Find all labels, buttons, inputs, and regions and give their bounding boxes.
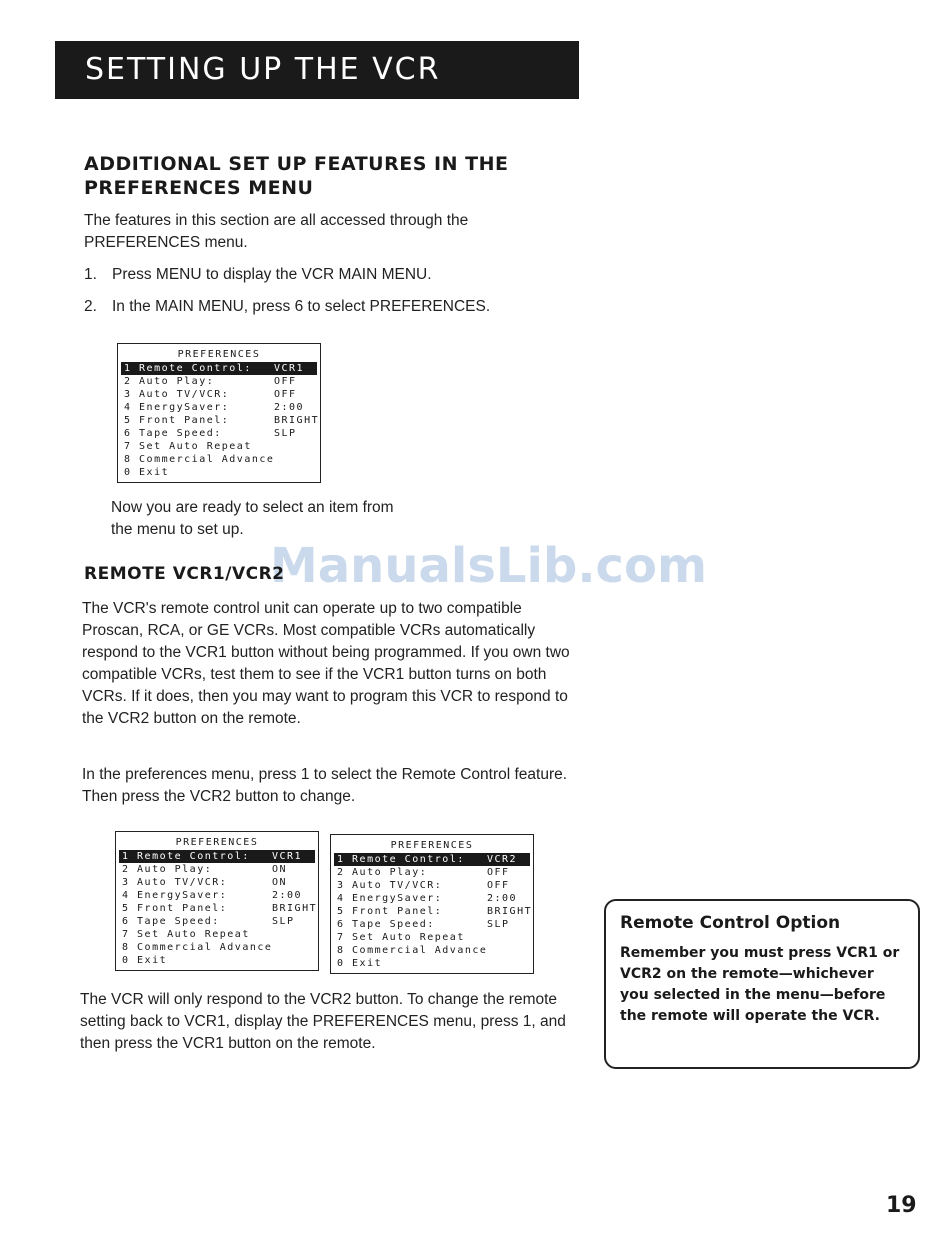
menu-row — [331, 931, 533, 944]
menu-row-selected — [121, 362, 317, 375]
menu-row-selected — [334, 853, 530, 866]
menu-item-value: OFF — [487, 880, 510, 891]
menu-item-label: 0 Exit — [337, 958, 383, 969]
menu-row — [331, 944, 533, 957]
menu-item-value: 2:00 — [272, 890, 303, 901]
intro-paragraph: The features in this section are all accessed through the PREFERENCES menu. — [84, 212, 469, 251]
menu-item-label: 6 Tape Speed: — [122, 916, 220, 927]
menu-row — [116, 902, 318, 915]
menu-item-value: SLP — [272, 916, 295, 927]
menu-item-value: ON — [272, 877, 288, 888]
menu-item-label: 5 Front Panel: — [124, 415, 230, 426]
callout-text: Remember you must press VCR1 or VCR2 on the remote—whichever you selected in the menu—before the remote will operate the VCR. — [620, 945, 900, 1024]
menu-item-label: 1 Remote Control: — [124, 363, 252, 374]
menu-item-value: VCR1 — [272, 851, 303, 862]
menu-item-label: 0 Exit — [124, 467, 170, 478]
step-1 — [84, 264, 432, 286]
menu-item-label: 7 Set Auto Repeat — [337, 932, 465, 943]
callout-title: Remote Control Option — [620, 913, 841, 933]
menu-row — [118, 453, 320, 466]
menu-row — [118, 401, 320, 414]
menu-title: PREFERENCES — [175, 837, 259, 848]
step-text: Press MENU to display the VCR MAIN MENU. — [112, 266, 432, 283]
menu-item-value: VCR1 — [274, 363, 305, 374]
watermark: ManualsLib.com — [270, 538, 707, 594]
step-2 — [84, 296, 490, 318]
menu-item-label: 2 Auto Play: — [122, 864, 213, 875]
menu-item-label: 5 Front Panel: — [122, 903, 228, 914]
menu-item-value: ON — [272, 864, 288, 875]
menu-item-value: BRIGHT — [274, 415, 320, 426]
menu-item-label: 8 Commercial Advance — [337, 945, 488, 956]
remote-paragraph-3: The VCR will only respond to the VCR2 button. To change the remote setting back to VCR1, display the PREFERENCES menu, press 1, and then press the VCR1 button on the remote. — [80, 991, 566, 1052]
menu-row — [331, 905, 533, 918]
section-title-line1: ADDITIONAL SET UP FEATURES IN THE — [84, 153, 509, 175]
menu-item-value: OFF — [274, 389, 297, 400]
menu-item-value: OFF — [487, 867, 510, 878]
menu-item-label: 2 Auto Play: — [337, 867, 428, 878]
callout-box — [604, 899, 920, 1069]
menu-item-label: 3 Auto TV/VCR: — [337, 880, 443, 891]
menu-title: PREFERENCES — [177, 349, 261, 360]
menu-item-value: BRIGHT — [272, 903, 318, 914]
menu-row — [118, 388, 320, 401]
step-text: In the MAIN MENU, press 6 to select PREFERENCES. — [112, 298, 491, 315]
step-number: 2. — [84, 298, 97, 315]
menu-item-label: 3 Auto TV/VCR: — [124, 389, 230, 400]
menu-item-label: 8 Commercial Advance — [124, 454, 275, 465]
menu-row — [116, 863, 318, 876]
menu-row — [116, 915, 318, 928]
menu-row — [116, 876, 318, 889]
after-menu-paragraph: Now you are ready to select an item from the menu to set up. — [111, 499, 394, 538]
menu-item-label: 1 Remote Control: — [337, 854, 465, 865]
menu-item-value: SLP — [274, 428, 297, 439]
menu-item-label: 4 EnergySaver: — [124, 402, 230, 413]
menu-item-label: 6 Tape Speed: — [337, 919, 435, 930]
menu-row — [116, 889, 318, 902]
menu-item-value: VCR2 — [487, 854, 518, 865]
menu-item-label: 8 Commercial Advance — [122, 942, 273, 953]
menu-title: PREFERENCES — [390, 840, 474, 851]
menu-row — [331, 879, 533, 892]
menu-row — [118, 375, 320, 388]
remote-section-title: REMOTE VCR1/VCR2 — [84, 564, 285, 584]
menu-item-label: 4 EnergySaver: — [122, 890, 228, 901]
menu-item-value: OFF — [274, 376, 297, 387]
menu-item-value: SLP — [487, 919, 510, 930]
preferences-menu-screen — [117, 343, 321, 483]
preferences-menu-screen-before — [115, 831, 319, 971]
section-title-line2: PREFERENCES MENU — [84, 177, 314, 199]
menu-item-label: 4 EnergySaver: — [337, 893, 443, 904]
menu-row — [118, 466, 320, 479]
remote-paragraph-1: The VCR's remote control unit can operate up to two compatible Proscan, RCA, or GE VCRs. Most compatible VCRs automatically respond to the VCR1 button without being programmed. If you own two compatible VCRs, test them to see if the VCR1 button turns on both VCRs. If it does, then you may want to program this VCR to respond to the VCR2 button on the remote. — [82, 600, 570, 727]
menu-row — [331, 918, 533, 931]
menu-row — [116, 954, 318, 967]
menu-item-value: 2:00 — [487, 893, 518, 904]
menu-row — [116, 941, 318, 954]
menu-item-label: 7 Set Auto Repeat — [122, 929, 250, 940]
menu-row — [331, 866, 533, 879]
menu-item-value: BRIGHT — [487, 906, 533, 917]
menu-item-label: 7 Set Auto Repeat — [124, 441, 252, 452]
step-number: 1. — [84, 266, 97, 283]
menu-item-label: 2 Auto Play: — [124, 376, 215, 387]
menu-row — [118, 414, 320, 427]
menu-item-label: 6 Tape Speed: — [124, 428, 222, 439]
menu-item-label: 0 Exit — [122, 955, 168, 966]
menu-item-label: 3 Auto TV/VCR: — [122, 877, 228, 888]
menu-row — [118, 427, 320, 440]
menu-row — [331, 957, 533, 970]
page-number: 19 — [886, 1193, 917, 1218]
menu-row — [118, 440, 320, 453]
menu-row-selected — [119, 850, 315, 863]
page-header: SETTING UP THE VCR — [55, 41, 579, 99]
menu-item-label: 1 Remote Control: — [122, 851, 250, 862]
menu-item-value: 2:00 — [274, 402, 305, 413]
menu-item-label: 5 Front Panel: — [337, 906, 443, 917]
menu-row — [116, 928, 318, 941]
remote-paragraph-2: In the preferences menu, press 1 to select the Remote Control feature. Then press the VCR2 button to change. — [82, 766, 568, 805]
menu-row — [331, 892, 533, 905]
section-title — [84, 152, 584, 200]
preferences-menu-screen-after — [330, 834, 534, 974]
